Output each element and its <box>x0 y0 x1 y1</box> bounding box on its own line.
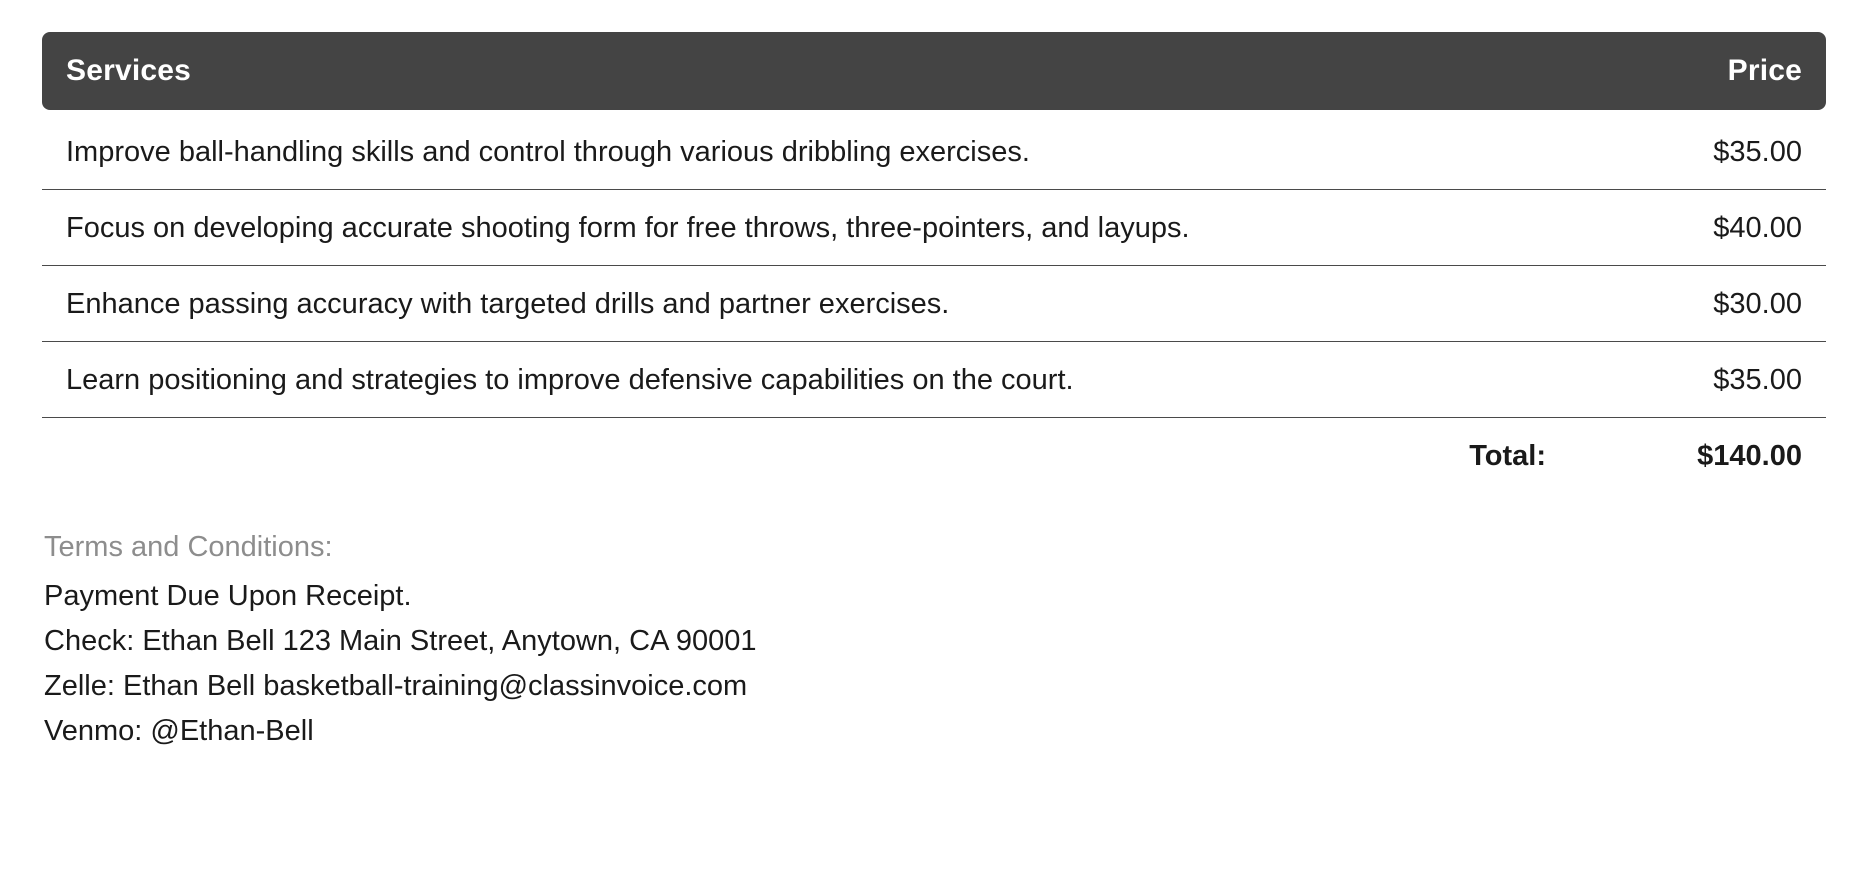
total-row <box>42 418 1826 474</box>
terms-line: Check: Ethan Bell 123 Main Street, Anytown, CA 90001 <box>44 624 757 657</box>
table-row <box>42 266 1826 342</box>
table-header <box>42 32 1826 110</box>
terms-and-conditions-section <box>42 531 1826 754</box>
table-header-row <box>42 32 1826 110</box>
column-header-services: Services <box>42 32 1596 110</box>
service-price: $35.00 <box>1596 342 1826 418</box>
service-description: Enhance passing accuracy with targeted drills and partner exercises. <box>42 266 1596 342</box>
service-description: Learn positioning and strategies to improve defensive capabilities on the court. <box>42 342 1596 418</box>
terms-line: Venmo: @Ethan-Bell <box>44 714 314 747</box>
service-price: $40.00 <box>1596 190 1826 266</box>
service-description: Focus on developing accurate shooting form for free throws, three-pointers, and layups. <box>42 190 1596 266</box>
table-row <box>42 110 1826 190</box>
service-price: $35.00 <box>1596 110 1826 190</box>
table-row <box>42 342 1826 418</box>
column-header-price: Price <box>1596 32 1826 110</box>
terms-title: Terms and Conditions: <box>44 531 333 563</box>
table-row <box>42 190 1826 266</box>
terms-line: Payment Due Upon Receipt. <box>44 580 412 612</box>
terms-line: Zelle: Ethan Bell basketball-training@classinvoice.com <box>44 669 748 702</box>
service-price: $30.00 <box>1596 266 1826 342</box>
total-value: $140.00 <box>1697 440 1802 472</box>
service-description: Improve ball-handling skills and control through various dribbling exercises. <box>42 110 1596 190</box>
total-label: Total: <box>1469 440 1546 472</box>
services-price-table <box>42 32 1826 473</box>
table-body <box>42 110 1826 473</box>
